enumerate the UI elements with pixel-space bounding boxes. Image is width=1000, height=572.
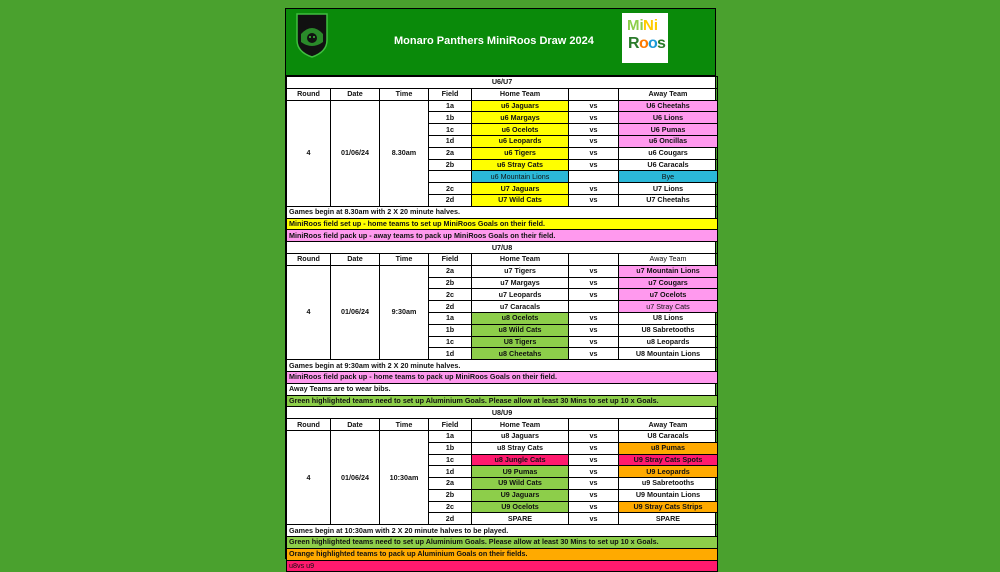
vs-cell: vs <box>569 289 619 301</box>
col-vs <box>569 88 619 100</box>
field-cell: 2c <box>429 501 472 513</box>
vs-cell: vs <box>569 147 619 159</box>
vs-cell: vs <box>569 336 619 348</box>
home-team: u8 Stray Cats <box>472 442 569 454</box>
away-team: U8 Lions <box>619 312 718 324</box>
vs-cell: vs <box>569 478 619 490</box>
col-vs <box>569 419 619 431</box>
section-title-u7-u8: U7/U8 <box>287 242 718 254</box>
field-cell: 1d <box>429 348 472 360</box>
col-home: Home Team <box>472 88 569 100</box>
field-cell: 2c <box>429 289 472 301</box>
vs-cell <box>569 171 619 183</box>
round-cell: 4 <box>287 100 331 206</box>
col-home: Home Team <box>472 253 569 265</box>
vs-cell: vs <box>569 265 619 277</box>
col-field: Field <box>429 253 472 265</box>
note: Green highlighted teams need to set up Aluminium Goals. Please allow at least 30 Mins to set up 10 x Goals. <box>287 537 718 549</box>
col-time: Time <box>380 419 429 431</box>
col-vs <box>569 253 619 265</box>
away-team: U9 Stray Cats Spots <box>619 454 718 466</box>
away-team: U7 Cheetahs <box>619 194 718 206</box>
home-team: U8 Tigers <box>472 336 569 348</box>
col-time: Time <box>380 88 429 100</box>
col-round: Round <box>287 88 331 100</box>
field-cell: 1a <box>429 312 472 324</box>
home-team: u7 Margays <box>472 277 569 289</box>
field-cell: 2d <box>429 513 472 525</box>
field-cell: 1c <box>429 336 472 348</box>
away-team: u6 Cougars <box>619 147 718 159</box>
note: Games begin at 10:30am with 2 X 20 minute halves to be played. <box>287 525 718 537</box>
home-team: U9 Jaguars <box>472 489 569 501</box>
field-cell <box>429 171 472 183</box>
round-cell: 4 <box>287 265 331 359</box>
field-cell: 2b <box>429 277 472 289</box>
away-team: SPARE <box>619 513 718 525</box>
away-team: U6 Cheetahs <box>619 100 718 112</box>
away-team: U8 Caracals <box>619 430 718 442</box>
field-cell: 2b <box>429 489 472 501</box>
vs-cell: vs <box>569 501 619 513</box>
date-cell: 01/06/24 <box>331 430 380 524</box>
vs-cell: vs <box>569 135 619 147</box>
away-team: U9 Leopards <box>619 466 718 478</box>
home-team: u8 Cheetahs <box>472 348 569 360</box>
field-cell: 1a <box>429 100 472 112</box>
col-away: Away Team <box>619 419 718 431</box>
field-cell: 1d <box>429 466 472 478</box>
page-title: Monaro Panthers MiniRoos Draw 2024 <box>394 35 594 47</box>
vs-cell: vs <box>569 348 619 360</box>
home-team: SPARE <box>472 513 569 525</box>
field-cell: 1b <box>429 324 472 336</box>
home-team: u8 Ocelots <box>472 312 569 324</box>
vs-cell: vs <box>569 194 619 206</box>
draw-table <box>286 76 718 572</box>
away-team: U6 Pumas <box>619 124 718 136</box>
time-cell: 10:30am <box>380 430 429 524</box>
vs-cell: vs <box>569 513 619 525</box>
monaro-panthers-logo <box>295 12 329 58</box>
away-team: U8 Sabretooths <box>619 324 718 336</box>
home-team: u8 Wild Cats <box>472 324 569 336</box>
col-field: Field <box>429 419 472 431</box>
col-round: Round <box>287 253 331 265</box>
col-round: Round <box>287 419 331 431</box>
field-cell: 2d <box>429 194 472 206</box>
vs-cell: vs <box>569 159 619 171</box>
home-team: u7 Caracals <box>472 301 569 313</box>
vs-cell: vs <box>569 442 619 454</box>
vs-cell: vs <box>569 100 619 112</box>
away-team: u7 Cougars <box>619 277 718 289</box>
field-cell: 1b <box>429 112 472 124</box>
away-team: u7 Ocelots <box>619 289 718 301</box>
vs-cell: vs <box>569 454 619 466</box>
home-team: u8 Jungle Cats <box>472 454 569 466</box>
col-date: Date <box>331 419 380 431</box>
away-team: u7 Stray Cats <box>619 301 718 313</box>
away-team: U9 Stray Cats Strips <box>619 501 718 513</box>
away-team: U9 Mountain Lions <box>619 489 718 501</box>
col-field: Field <box>429 88 472 100</box>
date-cell: 01/06/24 <box>331 100 380 206</box>
miniroos-logo: Mi Ni R o o s <box>622 13 668 63</box>
home-team: u6 Tigers <box>472 147 569 159</box>
away-team: U6 Lions <box>619 112 718 124</box>
vs-cell: vs <box>569 183 619 195</box>
field-cell: 2c <box>429 183 472 195</box>
away-team: u6 Oncillas <box>619 135 718 147</box>
vs-cell: vs <box>569 112 619 124</box>
away-team: u8 Leopards <box>619 336 718 348</box>
away-team: U6 Caracals <box>619 159 718 171</box>
home-team: u6 Ocelots <box>472 124 569 136</box>
away-team: u8 Pumas <box>619 442 718 454</box>
field-cell: 2d <box>429 301 472 313</box>
note: Orange highlighted teams to pack up Aluminium Goals on their fields. <box>287 548 718 560</box>
field-cell: 2a <box>429 265 472 277</box>
vs-cell: vs <box>569 324 619 336</box>
field-cell: 1d <box>429 135 472 147</box>
note: Games begin at 8.30am with 2 X 20 minute halves. <box>287 206 718 218</box>
section-title-u6-u7: U6/U7 <box>287 77 718 89</box>
vs-cell: vs <box>569 124 619 136</box>
note: u8vs u9 <box>287 560 718 572</box>
vs-cell: vs <box>569 430 619 442</box>
vs-cell: vs <box>569 277 619 289</box>
col-time: Time <box>380 253 429 265</box>
away-team: u7 Mountain Lions <box>619 265 718 277</box>
time-cell: 9:30am <box>380 265 429 359</box>
field-cell: 2a <box>429 478 472 490</box>
home-team: u7 Leopards <box>472 289 569 301</box>
home-team: u7 Tigers <box>472 265 569 277</box>
home-team: U9 Pumas <box>472 466 569 478</box>
away-team: U7 Lions <box>619 183 718 195</box>
section-title-u8-u9: U8/U9 <box>287 407 718 419</box>
note: MiniRoos field pack up - away teams to pack up MiniRoos Goals on their field. <box>287 230 718 242</box>
field-cell: 1a <box>429 430 472 442</box>
field-cell: 1c <box>429 124 472 136</box>
away-team: Bye <box>619 171 718 183</box>
col-away: Away Team <box>619 253 718 265</box>
away-team: U8 Mountain Lions <box>619 348 718 360</box>
field-cell: 2a <box>429 147 472 159</box>
note: MiniRoos field set up - home teams to set up MiniRoos Goals on their field. <box>287 218 718 230</box>
home-team: U7 Wild Cats <box>472 194 569 206</box>
col-date: Date <box>331 88 380 100</box>
field-cell: 1b <box>429 442 472 454</box>
col-home: Home Team <box>472 419 569 431</box>
home-team: u6 Mountain Lions <box>472 171 569 183</box>
note: MiniRoos field pack up - home teams to pack up MiniRoos Goals on their field. <box>287 371 718 383</box>
vs-cell <box>569 301 619 313</box>
note: Green highlighted teams need to set up Aluminium Goals. Please allow at least 30 Mins to set up 10 x Goals. <box>287 395 718 407</box>
date-cell: 01/06/24 <box>331 265 380 359</box>
home-team: U9 Wild Cats <box>472 478 569 490</box>
round-cell: 4 <box>287 430 331 524</box>
home-team: U7 Jaguars <box>472 183 569 195</box>
field-cell: 2b <box>429 159 472 171</box>
note: Games begin at 9:30am with 2 X 20 minute halves. <box>287 360 718 372</box>
note: Away Teams are to wear bibs. <box>287 383 718 395</box>
away-team: u9 Sabretooths <box>619 478 718 490</box>
draw-sheet <box>285 8 716 571</box>
vs-cell: vs <box>569 466 619 478</box>
home-team: u8 Jaguars <box>472 430 569 442</box>
home-team: u6 Margays <box>472 112 569 124</box>
home-team: u6 Jaguars <box>472 100 569 112</box>
home-team: U9 Ocelots <box>472 501 569 513</box>
home-team: u6 Leopards <box>472 135 569 147</box>
time-cell: 8.30am <box>380 100 429 206</box>
field-cell: 1c <box>429 454 472 466</box>
col-away: Away Team <box>619 88 718 100</box>
sheet-header <box>286 9 715 76</box>
vs-cell: vs <box>569 489 619 501</box>
col-date: Date <box>331 253 380 265</box>
home-team: u6 Stray Cats <box>472 159 569 171</box>
vs-cell: vs <box>569 312 619 324</box>
